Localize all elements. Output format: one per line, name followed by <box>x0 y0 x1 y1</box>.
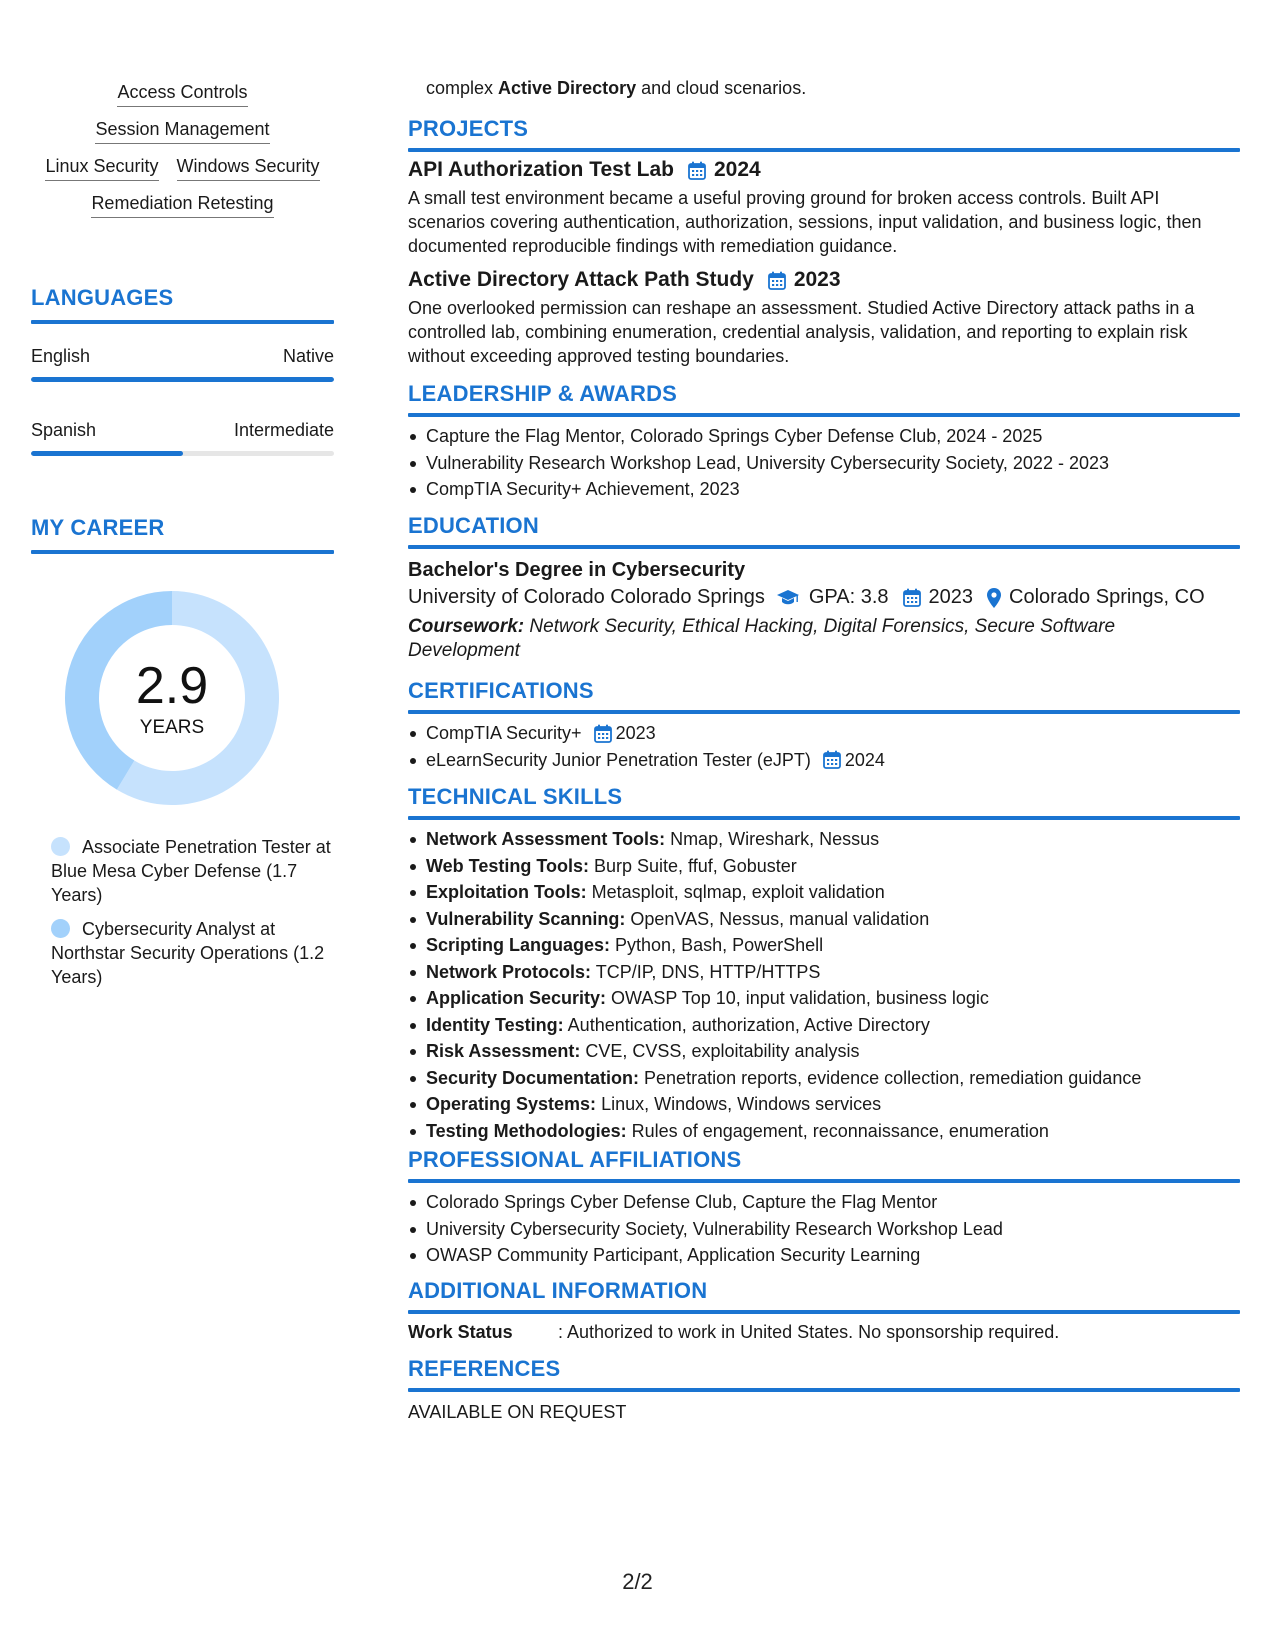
leadership-rule <box>408 413 1240 417</box>
education-rule <box>408 545 1240 549</box>
language-proficiency-fill <box>31 377 334 382</box>
legend-dot-icon <box>51 919 70 938</box>
technical-skill-value: Penetration reports, evidence collection, remediation guidance <box>639 1067 1142 1088</box>
languages-section <box>31 285 334 456</box>
certification-item <box>408 720 1240 747</box>
technical-skill-item <box>408 906 1240 933</box>
intro-bold: Active Directory <box>498 78 637 98</box>
leadership-section <box>408 381 1240 503</box>
career-heading: MY CAREER <box>31 515 165 540</box>
certifications-rule <box>408 710 1240 714</box>
technical-skill-value: OWASP Top 10, input validation, business logic <box>606 988 989 1008</box>
technical-skill-label: Network Protocols: <box>426 961 592 982</box>
technical-skill-value: Metasploit, sqlmap, exploit validation <box>586 882 885 902</box>
certifications-list <box>408 720 1240 773</box>
language-proficiency-bar <box>31 377 334 382</box>
technical-skills-heading: TECHNICAL SKILLS <box>408 784 623 809</box>
technical-skill-label: Exploitation Tools: <box>426 882 587 902</box>
language-item <box>31 420 334 456</box>
calendar-icon <box>903 588 921 607</box>
technical-skill-label: Scripting Languages: <box>426 935 611 955</box>
education-section <box>408 513 1240 663</box>
project-item <box>408 268 1240 368</box>
technical-skill-item <box>408 1091 1240 1118</box>
technical-skill-value: Authentication, authorization, Active Directory <box>563 1014 930 1035</box>
affiliations-list <box>408 1189 1240 1269</box>
certification-name: CompTIA Security+ <box>426 723 582 743</box>
project-year: 2023 <box>793 268 841 291</box>
certifications-heading: CERTIFICATIONS <box>408 678 594 703</box>
certifications-section <box>408 678 1240 773</box>
skill-tag: Remediation Retesting <box>91 193 273 218</box>
language-level: Native <box>282 346 334 366</box>
page-number: 2/2 <box>622 1569 653 1594</box>
technical-skill-value: Nmap, Wireshark, Nessus <box>665 829 880 849</box>
project-title: Active Directory Attack Path Study <box>408 268 754 291</box>
technical-skill-item <box>408 826 1240 853</box>
list-item: University Cybersecurity Society, Vulnerability Research Workshop Lead <box>408 1216 1240 1243</box>
map-pin-icon <box>987 588 1001 608</box>
projects-rule <box>408 148 1240 152</box>
language-row <box>31 420 334 441</box>
certification-year: 2023 <box>615 723 656 743</box>
technical-skill-label: Vulnerability Scanning: <box>426 908 626 929</box>
language-row <box>31 346 334 367</box>
project-year: 2024 <box>714 158 761 181</box>
technical-skills-list <box>408 826 1240 1144</box>
language-name: Spanish <box>31 420 97 440</box>
intro-text-end: and cloud scenarios. <box>636 78 807 98</box>
technical-skill-item <box>408 932 1240 959</box>
technical-skill-value: CVE, CVSS, exploitability analysis <box>580 1041 860 1061</box>
skill-row <box>31 119 334 144</box>
legend-dot-icon <box>51 837 70 856</box>
language-name: English <box>31 346 91 366</box>
career-section <box>31 515 334 1005</box>
career-total: 2.9 <box>135 657 209 715</box>
coursework-label: Coursework: <box>408 616 525 637</box>
projects-list <box>408 158 1240 368</box>
technical-skill-value: Python, Bash, PowerShell <box>610 935 824 955</box>
language-item <box>31 346 334 382</box>
work-status-row <box>408 1322 1240 1343</box>
affiliations-section <box>408 1147 1240 1269</box>
calendar-icon <box>768 271 786 290</box>
technical-skill-label: Network Assessment Tools: <box>426 829 666 849</box>
leadership-heading: LEADERSHIP & AWARDS <box>408 381 678 406</box>
references-heading: REFERENCES <box>408 1356 561 1381</box>
education-location: Colorado Springs, CO <box>1009 586 1205 608</box>
project-title-line <box>408 268 1240 292</box>
technical-skill-item <box>408 959 1240 986</box>
coursework <box>408 615 1168 663</box>
technical-skill-label: Risk Assessment: <box>426 1041 581 1061</box>
language-proficiency-fill <box>31 451 183 456</box>
career-role-label: Associate Penetration Tester at Blue Mesa Cyber Defense (1.7 Years) <box>51 837 331 905</box>
graduation-cap-icon <box>777 590 799 606</box>
references-section <box>408 1356 1240 1423</box>
technical-skills-section <box>408 784 1240 1144</box>
languages-heading: LANGUAGES <box>31 285 174 310</box>
degree-title: Bachelor's Degree in Cybersecurity <box>408 559 746 581</box>
technical-skill-item <box>408 853 1240 880</box>
technical-skill-item <box>408 1118 1240 1145</box>
language-level: Intermediate <box>233 420 334 440</box>
skill-row <box>31 156 334 181</box>
intro-tail <box>426 76 1258 100</box>
education-year: 2023 <box>928 586 974 608</box>
leadership-list <box>408 423 1240 503</box>
technical-skill-label: Web Testing Tools: <box>426 855 589 876</box>
technical-skill-label: Application Security: <box>426 988 607 1008</box>
work-status-label: Work Status <box>408 1322 513 1342</box>
list-item: CompTIA Security+ Achievement, 2023 <box>408 476 1240 503</box>
intro-text: complex <box>426 78 499 98</box>
technical-skill-item <box>408 985 1240 1012</box>
languages-rule <box>31 320 334 324</box>
career-legend-item <box>51 917 341 989</box>
calendar-icon <box>823 750 841 769</box>
skill-tag: Linux Security <box>45 156 158 181</box>
projects-heading: PROJECTS <box>408 116 529 141</box>
project-description: One overlooked permission can reshape an assessment. Studied Active Directory attack paths in a controlled lab, combining enumeration, credential analysis, validation, and reporting to explain risk without exceeding approved testing boundaries. <box>408 298 1195 366</box>
technical-skill-label: Identity Testing: <box>426 1014 564 1035</box>
education-heading: EDUCATION <box>408 513 539 538</box>
language-proficiency-bar <box>31 451 334 456</box>
additional-info-rule <box>408 1310 1240 1314</box>
calendar-icon <box>594 724 612 743</box>
technical-skill-value: Rules of engagement, reconnaissance, enumeration <box>626 1120 1049 1141</box>
career-legend-item <box>51 835 341 907</box>
technical-skill-item <box>408 1012 1240 1039</box>
project-title-line <box>408 158 1240 182</box>
gpa: GPA: 3.8 <box>808 586 889 608</box>
technical-skills-rule <box>408 816 1240 820</box>
list-item: Vulnerability Research Workshop Lead, University Cybersecurity Society, 2022 - 2023 <box>408 450 1240 477</box>
technical-skill-value: Burp Suite, ffuf, Gobuster <box>589 855 797 876</box>
list-item: OWASP Community Participant, Application Security Learning <box>408 1242 1240 1269</box>
technical-skill-value: Linux, Windows, Windows services <box>596 1094 882 1114</box>
school-name: University of Colorado Colorado Springs <box>408 586 765 608</box>
coursework-list: Network Security, Ethical Hacking, Digital Forensics, Secure Software Development <box>408 616 1116 661</box>
skill-tag: Windows Security <box>177 156 320 181</box>
skill-tag: Access Controls <box>117 82 247 107</box>
work-status-value: : Authorized to work in United States. No sponsorship required. <box>558 1322 1060 1342</box>
references-rule <box>408 1388 1240 1392</box>
affiliations-rule <box>408 1179 1240 1183</box>
calendar-icon <box>688 161 706 180</box>
list-item: Colorado Springs Cyber Defense Club, Capture the Flag Mentor <box>408 1189 1240 1216</box>
technical-skill-label: Testing Methodologies: <box>426 1120 627 1141</box>
skills-tags <box>31 82 334 218</box>
project-item <box>408 158 1240 258</box>
technical-skill-value: OpenVAS, Nessus, manual validation <box>625 908 930 929</box>
career-rule <box>31 550 334 554</box>
certification-name: eLearnSecurity Junior Penetration Tester (eJPT) <box>426 749 811 770</box>
additional-info-heading: ADDITIONAL INFORMATION <box>408 1278 708 1303</box>
technical-skill-item <box>408 1038 1240 1065</box>
skill-row <box>31 193 334 218</box>
skill-row <box>31 82 334 107</box>
project-description: A small test environment became a useful proving ground for broken access controls. Built API scenarios covering authentication, authorization, sessions, input validation, and business logic, then documented reproducible findings with remediation guidance. <box>408 188 1202 256</box>
projects-section <box>408 116 1240 368</box>
certification-item <box>408 747 1240 774</box>
career-unit: YEARS <box>139 717 205 738</box>
affiliations-heading: PROFESSIONAL AFFILIATIONS <box>408 1147 742 1172</box>
education-meta <box>408 586 1240 609</box>
technical-skill-item <box>408 1065 1240 1092</box>
project-title: API Authorization Test Lab <box>408 158 674 181</box>
references-text: AVAILABLE ON REQUEST <box>408 1402 627 1422</box>
technical-skill-label: Operating Systems: <box>426 1094 597 1114</box>
certification-year: 2024 <box>844 749 885 770</box>
technical-skill-value: TCP/IP, DNS, HTTP/HTTPS <box>591 961 821 982</box>
languages-list <box>31 346 334 456</box>
technical-skill-item <box>408 879 1240 906</box>
technical-skill-label: Security Documentation: <box>426 1067 640 1088</box>
list-item: Capture the Flag Mentor, Colorado Springs Cyber Defense Club, 2024 - 2025 <box>408 423 1240 450</box>
career-role-label: Cybersecurity Analyst at Northstar Security Operations (1.2 Years) <box>51 919 325 987</box>
skill-tag: Session Management <box>95 119 269 144</box>
additional-info-section <box>408 1278 1240 1343</box>
